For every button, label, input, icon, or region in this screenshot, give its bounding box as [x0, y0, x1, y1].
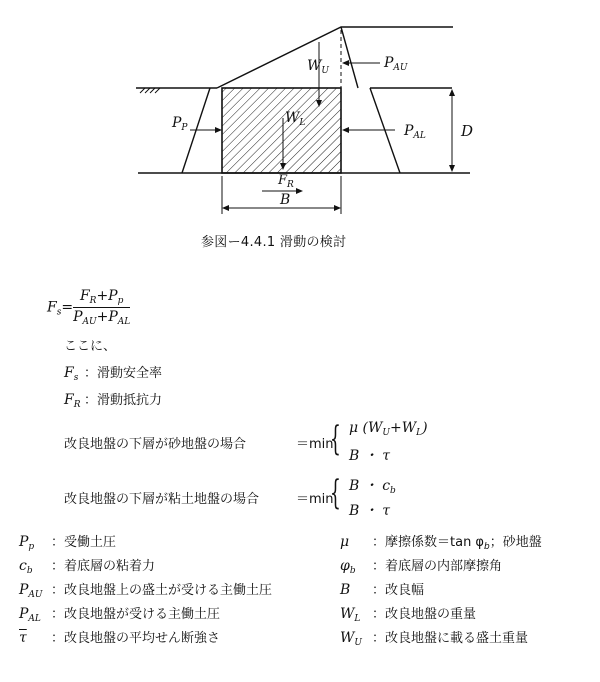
case-clay-line2: B ・ τ	[349, 503, 390, 519]
def-row: μ ：摩擦係数＝tan $\varphi_b$；砂地盤	[340, 534, 542, 552]
case-sand-brace: {	[330, 419, 341, 459]
case-sand-line1: μ $(W_U+W_L)$	[349, 420, 428, 438]
figure-caption: 参図ー4.4.1 滑動の検討	[201, 235, 347, 250]
embankment-slope-right	[341, 27, 358, 88]
def-row: $P_{AL}$ ：改良地盤が受ける主働土圧	[19, 606, 221, 624]
case-sand-label: 改良地盤の下層が砂地盤の場合	[64, 437, 247, 452]
where-label: ここに、	[64, 339, 117, 354]
def-fs: $F_s$ ：滑動安全率	[64, 365, 163, 383]
label-pal: $P_{AL}$	[404, 123, 426, 141]
improved-ground-block	[222, 88, 341, 173]
def-row: $P_{AU}$ ：改良地盤上の盛土が受ける主働土圧	[19, 582, 273, 600]
case-clay-brace: {	[330, 473, 341, 513]
def-row: B ：改良幅	[340, 582, 425, 598]
label-wl: $W_L$	[285, 110, 306, 128]
label-b: B	[280, 192, 291, 208]
case-sand-line2: B ・ τ	[349, 448, 390, 464]
def-row: $c_b$ ：着底層の粘着力	[19, 558, 156, 576]
label-pp: $P_P$	[172, 115, 188, 133]
label-wu: $W_U$	[307, 58, 329, 76]
case-clay-line1: B ・ $c_b$	[349, 478, 396, 496]
case-clay-min: ＝min	[296, 492, 334, 507]
safety-factor-formula: $F_s=$ $\frac{F_R+P_p}{P_{AU}+P_{AL}}$	[47, 288, 131, 327]
def-row: $W_U$ ：改良地盤に載る盛土重量	[340, 630, 529, 648]
def-fr: $F_R$ ：滑動抵抗力	[64, 392, 163, 410]
case-clay-label: 改良地盤の下層が粘土地盤の場合	[64, 492, 260, 507]
ground-hatch-symbol	[140, 88, 160, 93]
def-row: $W_L$ ：改良地盤の重量	[340, 606, 477, 624]
definitions-left	[19, 531, 272, 651]
label-pau: $P_{AU}$	[384, 55, 408, 73]
def-row: $P_p$ ：受働土圧	[19, 534, 117, 552]
definitions-right	[340, 531, 542, 651]
embankment-outline	[217, 27, 453, 88]
label-fr: $F_R$	[278, 173, 294, 190]
def-row: $\varphi_b$ ：着底層の内部摩擦角	[340, 558, 503, 576]
label-d: D	[461, 122, 474, 140]
def-row: τ ：改良地盤の平均せん断強さ	[19, 630, 221, 646]
case-sand-min: ＝min	[296, 437, 334, 452]
